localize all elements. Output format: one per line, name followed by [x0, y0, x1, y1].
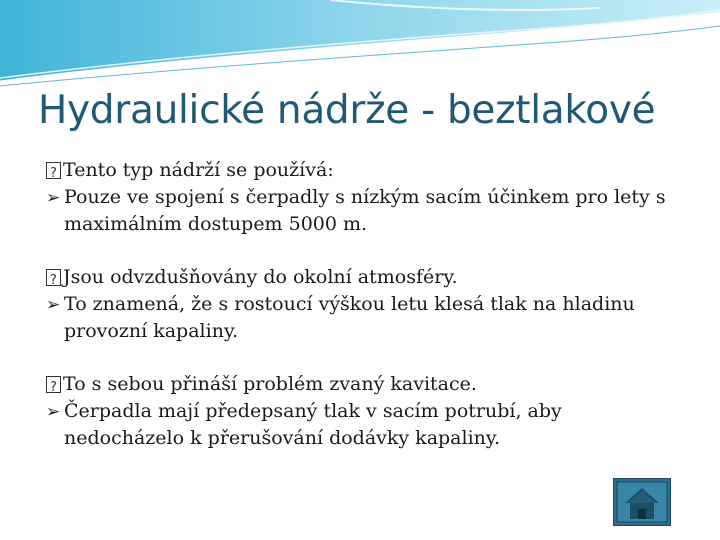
home-icon: [614, 479, 670, 525]
sub-text: Čerpadla mají předepsaný tlak v sacím potrubí, aby nedocházelo k přerušování dodávky kapaliny.: [64, 400, 562, 449]
missing-glyph-bullet-icon: [46, 269, 61, 286]
slide-title: Hydraulické nádrže - beztlakové: [38, 88, 656, 133]
lead-text: Jsou odvzdušňovány do okolní atmosféry.: [63, 266, 458, 288]
sub-text: Pouze ve spojení s čerpadly s nízkým sacím účinkem pro lety s maximálním dostupem 5000 m.: [64, 186, 666, 235]
missing-glyph-bullet-icon: [46, 376, 61, 393]
sub-line: [46, 398, 666, 452]
arrow-bullet-icon: ➢: [46, 295, 61, 315]
content-block: [46, 264, 666, 345]
lead-text: Tento typ nádrží se používá:: [63, 159, 334, 181]
home-button[interactable]: [613, 478, 671, 526]
header-wave-decoration: [0, 0, 720, 90]
arrow-bullet-icon: ➢: [46, 188, 61, 208]
sub-line: [46, 291, 666, 345]
lead-line: [46, 264, 666, 291]
missing-glyph-bullet-icon: [46, 162, 61, 179]
sub-line: [46, 184, 666, 238]
lead-line: [46, 371, 666, 398]
content-block: [46, 157, 666, 238]
sub-text: To znamená, že s rostoucí výškou letu klesá tlak na hladinu provozní kapaliny.: [64, 293, 635, 342]
slide-content: [46, 157, 666, 478]
arrow-bullet-icon: ➢: [46, 402, 61, 422]
content-block: [46, 371, 666, 452]
lead-line: [46, 157, 666, 184]
lead-text: To s sebou přináší problém zvaný kavitace.: [63, 373, 477, 395]
